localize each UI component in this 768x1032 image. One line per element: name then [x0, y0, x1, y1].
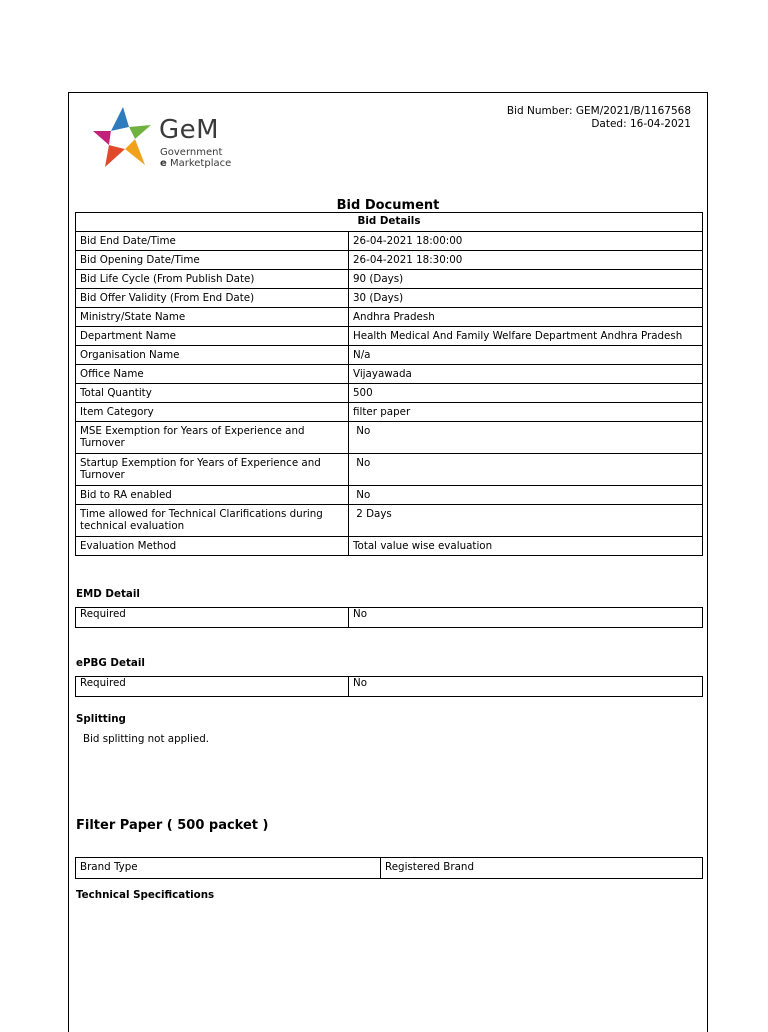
bid-detail-value: 26-04-2021 18:00:00 [349, 232, 703, 251]
table-row [76, 308, 703, 327]
bid-detail-value: 2 Days [349, 505, 703, 537]
bid-detail-value: Andhra Pradesh [349, 308, 703, 327]
table-row [76, 365, 703, 384]
bid-detail-label: Evaluation Method [76, 537, 349, 556]
bid-detail-value: 500 [349, 384, 703, 403]
bid-detail-label: MSE Exemption for Years of Experience and Turnover [76, 422, 349, 454]
bid-detail-value: 26-04-2021 18:30:00 [349, 251, 703, 270]
document-sheet [68, 92, 708, 1032]
emd-value: No [349, 608, 703, 628]
table-row [76, 403, 703, 422]
epbg-table [75, 676, 703, 697]
table-row [76, 327, 703, 346]
splitting-heading: Splitting [76, 713, 126, 725]
table-row [76, 858, 703, 879]
table-row [76, 677, 703, 697]
brand-table [75, 857, 703, 879]
bid-reference [507, 105, 691, 131]
table-row [76, 270, 703, 289]
gem-logo [91, 103, 241, 173]
bid-detail-label: Organisation Name [76, 346, 349, 365]
bid-detail-value: No [349, 486, 703, 505]
table-row [76, 537, 703, 556]
bid-details-heading: Bid Details [76, 213, 703, 232]
table-row [76, 454, 703, 486]
table-row [76, 486, 703, 505]
bid-detail-label: Department Name [76, 327, 349, 346]
bid-detail-label: Total Quantity [76, 384, 349, 403]
table-row [76, 505, 703, 537]
bid-detail-value: No [349, 422, 703, 454]
bid-detail-value: N/a [349, 346, 703, 365]
bid-detail-label: Bid to RA enabled [76, 486, 349, 505]
bid-detail-label: Bid End Date/Time [76, 232, 349, 251]
splitting-text: Bid splitting not applied. [83, 733, 210, 745]
bid-detail-label: Ministry/State Name [76, 308, 349, 327]
logo-wordmark: GeM [159, 115, 220, 145]
gem-star-icon [91, 103, 155, 173]
bid-detail-label: Bid Opening Date/Time [76, 251, 349, 270]
logo-subtitle-line1: Government [160, 147, 223, 158]
bid-detail-value: No [349, 454, 703, 486]
bid-detail-value: filter paper [349, 403, 703, 422]
table-row [76, 251, 703, 270]
emd-label: Required [76, 608, 349, 628]
item-title: Filter Paper ( 500 packet ) [76, 818, 269, 833]
bid-detail-label: Startup Exemption for Years of Experience and Turnover [76, 454, 349, 486]
bid-details-table [75, 212, 703, 556]
bid-detail-label: Bid Offer Validity (From End Date) [76, 289, 349, 308]
bid-date: Dated: 16-04-2021 [591, 118, 691, 130]
bid-detail-value: Vijayawada [349, 365, 703, 384]
emd-table [75, 607, 703, 628]
epbg-label: Required [76, 677, 349, 697]
epbg-value: No [349, 677, 703, 697]
brand-type-label: Brand Type [76, 858, 381, 879]
table-row [76, 346, 703, 365]
bid-detail-label: Office Name [76, 365, 349, 384]
bid-detail-value: Health Medical And Family Welfare Department Andhra Pradesh [349, 327, 703, 346]
bid-detail-label: Item Category [76, 403, 349, 422]
bid-number: Bid Number: GEM/2021/B/1167568 [506, 105, 691, 117]
table-row [76, 384, 703, 403]
bid-detail-value: Total value wise evaluation [349, 537, 703, 556]
brand-type-value: Registered Brand [381, 858, 703, 879]
table-row [76, 232, 703, 251]
table-row [76, 289, 703, 308]
bid-detail-label: Time allowed for Technical Clarifications during technical evaluation [76, 505, 349, 537]
bid-detail-value: 90 (Days) [349, 270, 703, 289]
epbg-heading: ePBG Detail [76, 657, 145, 669]
table-row [76, 608, 703, 628]
bid-detail-label: Bid Life Cycle (From Publish Date) [76, 270, 349, 289]
document-title: Bid Document [336, 198, 440, 213]
technical-specifications-heading: Technical Specifications [76, 889, 215, 901]
bid-detail-value: 30 (Days) [349, 289, 703, 308]
table-row [76, 422, 703, 454]
logo-subtitle-line2: e Marketplace [160, 158, 232, 169]
emd-heading: EMD Detail [76, 588, 140, 600]
